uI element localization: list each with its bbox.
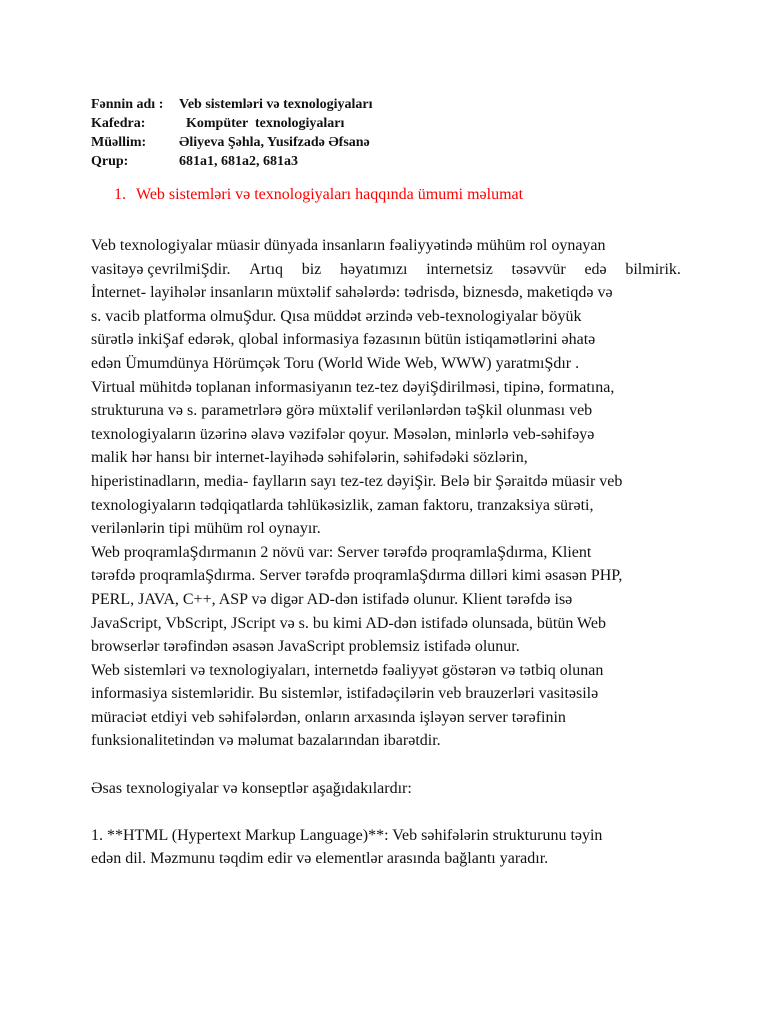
course-name-row: [91, 95, 373, 114]
paragraph-line: edən Ümumdünya Hörümçək Toru (World Wide Web, WWW) yaratmıŞdır .: [91, 354, 580, 372]
list-item-line: edən dil. Məzmunu təqdim edir və elementlər arasında bağlantı yaradır.: [91, 850, 549, 868]
paragraph-line: funksionalitetindən və məlumat bazalarından ibarətdir.: [91, 732, 441, 750]
paragraph-line: s. vacib platforma olmuŞdur. Qısa müddət ərzində veb-texnologiyalar böyük: [91, 307, 582, 325]
group-row: [91, 152, 373, 171]
word: bilmirik.: [625, 260, 681, 278]
word: həyatımızı: [339, 260, 408, 278]
teacher-value: Əliyeva Şəhla, Yusifzadə Əfsanə: [179, 135, 370, 150]
paragraph-line: PERL, JAVA, C++, ASP və digər AD-dən istifadə olunur. Klient tərəfdə isə: [91, 590, 573, 608]
teacher-label: Müəllim:: [91, 135, 147, 150]
word: vasitəyə çevrilmiŞdir.: [91, 260, 231, 278]
paragraph-line: Əsas texnologiyalar və konseptlər aşağıdakılardır:: [91, 779, 412, 797]
word: təsəvvür: [511, 260, 566, 278]
group-label: Qrup:: [91, 154, 129, 169]
word: Artıq: [249, 260, 284, 278]
teacher-row: [91, 133, 373, 152]
course-info: [91, 95, 373, 171]
section-number: 1.: [114, 186, 126, 203]
blank-line: [91, 800, 681, 824]
paragraph-line: Virtual mühitdə toplanan informasiyanın tez-tez dəyiŞdirilməsi, tipinə, formatına,: [91, 378, 615, 396]
word: internetsiz: [426, 260, 493, 278]
paragraph-line: informasiya sistemləridir. Bu sistemlər, istifadəçilərin veb brauzerləri vasitəsilə: [91, 685, 599, 703]
paragraph-line: Veb texnologiyalar müasir dünyada insanların fəaliyyətində mühüm rol oynayan: [91, 237, 606, 254]
paragraph-line: tərəfdə proqramlaŞdırma. Server tərəfdə proqramlaŞdırma dilləri kimi əsasən PHP,: [91, 567, 623, 585]
section-title: Web sistemləri və texnologiyaları haqqında ümumi məlumat: [136, 186, 524, 203]
paragraph-line: hiperistinadların, media- faylların sayı tez-tez dəyiŞir. Belə bir Şəraitdə müasir veb: [91, 472, 623, 490]
paragraph-line: İnternet- layihələr insanların müxtəlif sahələrdə: tədrisdə, biznesdə, maketiqdə və: [91, 284, 613, 302]
list-item-line: 1. **HTML (Hypertext Markup Language)**: Veb səhifələrin strukturunu təyin: [91, 826, 603, 844]
paragraph-line: texnologiyaların üzərinə əlavə vəzifələr qoyur. Məsələn, minlərlə veb-səhifəyə: [91, 425, 595, 443]
paragraph-line-justified: [91, 258, 681, 282]
blank-line: [91, 753, 681, 777]
paragraph-line: texnologiyaların tədqiqatlarda təhlükəsizlik, zaman faktoru, tranzaksiya sürəti,: [91, 496, 594, 514]
document-body: [91, 234, 681, 871]
paragraph-line: JavaScript, VbScript, JScript və s. bu kimi AD-dən istifadə olunsada, bütün Web: [91, 614, 606, 632]
paragraph-line: strukturuna və s. parametrlərə görə müxtəlif verilənlərdən təŞkil olunması veb: [91, 402, 593, 420]
course-name-label: Fənnin adı :: [91, 97, 164, 112]
paragraph-line: malik hər hansı bir internet-layihədə səhifələrin, səhifədəki sözlərin,: [91, 449, 528, 467]
paragraph-line: müraciət etdiyi veb səhifələrdən, onların arxasında işləyən server tərəfinin: [91, 708, 566, 726]
course-name-value: Veb sistemləri və texnologiyaları: [179, 97, 373, 112]
paragraph-line: Web proqramlaŞdırmanın 2 növü var: Server tərəfdə proqramlaŞdırma, Klient: [91, 543, 592, 561]
word: edə: [584, 260, 607, 278]
department-row: [91, 114, 373, 133]
paragraph-line: browserlər tərəfindən əsasən JavaScript problemsiz istifadə olunur.: [91, 638, 520, 656]
paragraph-line: Web sistemləri və texnologiyaları, internetdə fəaliyyət göstərən və tətbiq olunan: [91, 661, 604, 679]
word: biz: [301, 260, 322, 278]
department-value: Kompüter texnologiyaları: [179, 116, 345, 131]
paragraph-line: verilənlərin tipi mühüm rol oynayır.: [91, 520, 321, 538]
section-heading: [114, 186, 523, 204]
group-value: 681a1, 681a2, 681a3: [179, 154, 298, 169]
paragraph-line: sürətlə inkiŞaf edərək, qlobal informasiya fəzasının bütün istiqamətlərini əhatə: [91, 331, 596, 349]
department-label: Kafedra:: [91, 116, 146, 131]
